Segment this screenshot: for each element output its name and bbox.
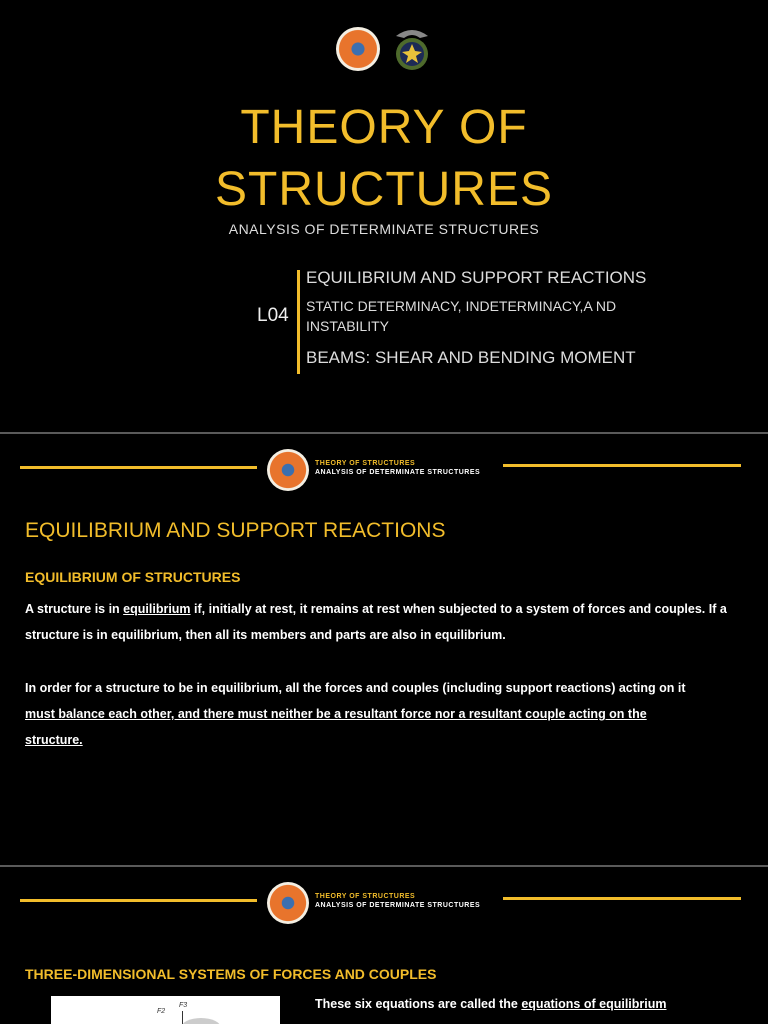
header-line-right (503, 464, 741, 467)
force-diagram-figure: F2 F3 (51, 996, 280, 1024)
equations-text: These six equations are called the equations of equilibrium (315, 997, 667, 1011)
slide-equilibrium (0, 434, 768, 865)
paragraph-2: In order for a structure to be in equilibrium, all the forces and couples (including support reactions) acting on it must balance each other, and there must neither be a resultant force nor a resultant couple acting on the structure. (25, 681, 686, 747)
university-seal-logo (267, 449, 309, 491)
slide-heading: EQUILIBRIUM AND SUPPORT REACTIONS (25, 519, 446, 542)
header-title: THEORY OF STRUCTURES (315, 460, 416, 467)
header-title: THEORY OF STRUCTURES (315, 893, 416, 900)
title-slide (0, 0, 768, 432)
slide-subheading: EQUILIBRIUM OF STRUCTURES (25, 569, 241, 585)
paragraph-1: A structure is in equilibrium if, initially at rest, it remains at rest when subjected to a system of forces and couples. If a structure is in equilibrium, then all its members and parts are also in equilibrium. (25, 602, 727, 642)
title-line-2: STRUCTURES (214, 163, 553, 216)
divider-bar (297, 270, 300, 374)
header-subtitle: ANALYSIS OF DETERMINATE STRUCTURES (315, 469, 481, 476)
slide-heading: THREE-DIMENSIONAL SYSTEMS OF FORCES AND COUPLES (25, 966, 437, 982)
equilibrium-term: equilibrium (123, 602, 191, 616)
title-line-1: THEORY OF (240, 101, 528, 154)
header-line-left (20, 899, 257, 902)
university-seal-logo (267, 882, 309, 924)
slide-3d-systems (0, 867, 768, 1024)
header-subtitle: ANALYSIS OF DETERMINATE STRUCTURES (315, 902, 481, 909)
university-seal-logo (336, 27, 380, 71)
header-line-left (20, 466, 257, 469)
college-crest-logo (392, 24, 432, 72)
topic-2: STATIC DETERMINACY, INDETERMINACY,A ND (306, 298, 617, 314)
header-line-right (503, 897, 741, 900)
topic-3: BEAMS: SHEAR AND BENDING MOMENT (306, 348, 636, 367)
subtitle: ANALYSIS OF DETERMINATE STRUCTURES (228, 221, 540, 237)
lesson-number: L04 (257, 305, 289, 326)
topic-2-cont: INSTABILITY (306, 318, 389, 334)
topic-1: EQUILIBRIUM AND SUPPORT REACTIONS (306, 268, 647, 287)
